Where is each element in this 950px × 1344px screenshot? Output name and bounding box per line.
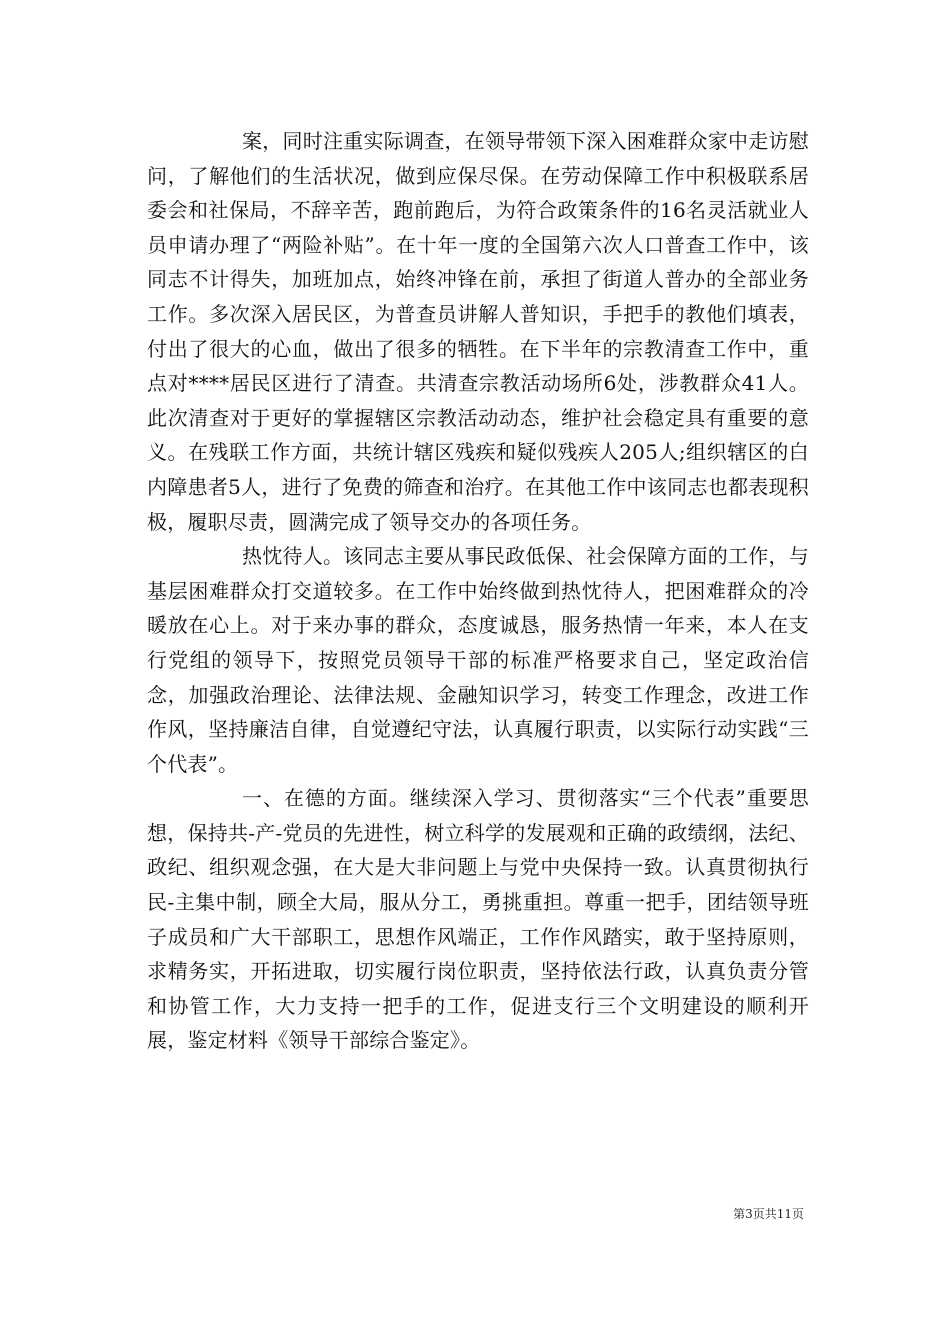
document-body (147, 124, 809, 1058)
paragraph-moral-aspect: 一、在德的方面。继续深入学习、贯彻落实“三个代表”重要思想，保持共-产-党员的先进性，树立科学的发展观和正确的政绩纲，法纪、政纪、组织观念强，在大是大非问题上与党中央保持一致。认真贯彻执行民-主集中制，顾全大局，服从分工，勇挑重担。尊重一把手，团结领导班子成员和广大干部职工，思想作风端正，工作作风踏实，敢于坚持原则，求精务实，开拓进取，切实履行岗位职责，坚持依法行政，认真负责分管和协管工作，大力支持一把手的工作，促进支行三个文明建设的顺利开展，鉴定材料《领导干部综合鉴定》。 (147, 786, 809, 1053)
paragraph-warm-service: 热忱待人。该同志主要从事民政低保、社会保障方面的工作，与基层困难群众打交道较多。在工作中始终做到热忱待人，把困难群众的冷暖放在心上。对于来办事的群众，态度诚恳，服务热情一年来，本人在支行党组的领导下，按照党员领导干部的标准严格要求自己，坚定政治信念，加强政治理论、法律法规、金融知识学习，转变工作理念，改进工作作风，坚持廉洁自律，自觉遵纪守法，认真履行职责，以实际行动实践“三个代表”。 (147, 544, 809, 776)
paragraph-work-summary: 案，同时注重实际调查，在领导带领下深入困难群众家中走访慰问，了解他们的生活状况，做到应保尽保。在劳动保障工作中积极联系居委会和社保局，不辞辛苦，跑前跑后，为符合政策条件的16名灵活就业人员申请办理了“两险补贴”。在十年一度的全国第六次人口普查工作中，该同志不计得失，加班加点，始终冲锋在前，承担了街道人普办的全部业务工作。多次深入居民区，为普查员讲解人普知识，手把手的教他们填表，付出了很大的心血，做出了很多的牺牲。在下半年的宗教清查工作中，重点对****居民区进行了清查。共清查宗教活动场所6处，涉教群众41人。此次清查对于更好的掌握辖区宗教活动动态，维护社会稳定具有重要的意义。在残联工作方面，共统计辖区残疾和疑似残疾人205人;组织辖区的白内障患者5人，进行了免费的筛查和治疗。在其他工作中该同志也都表现积极，履职尽责，圆满完成了领导交办的各项任务。 (147, 129, 809, 534)
page-number-footer: 第3页共11页 (733, 1207, 804, 1221)
